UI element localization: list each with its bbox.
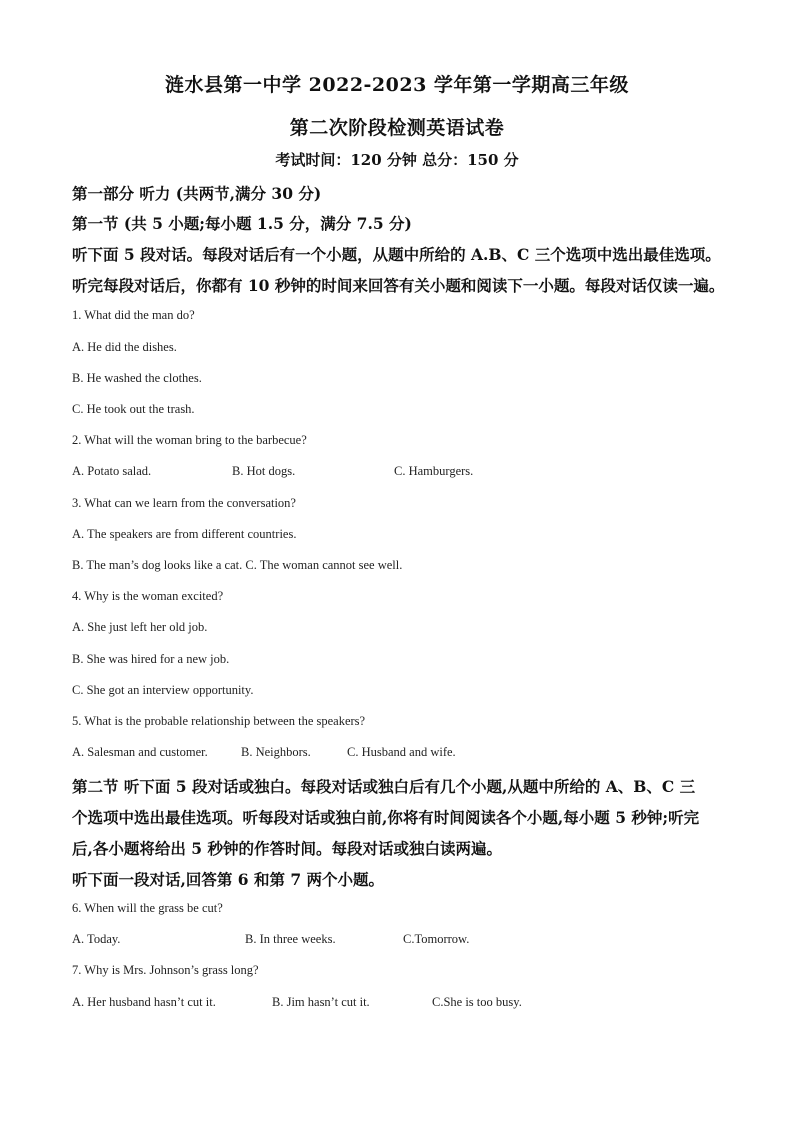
question-group-heading: 听下面一段对话,回答第 6 和第 7 两个小题。 bbox=[72, 870, 385, 889]
question-option: A. She just left her old job. bbox=[72, 620, 208, 634]
question-option: A. Her husband hasn’t cut it. bbox=[72, 995, 216, 1009]
question-option: A. Potato salad. bbox=[72, 464, 152, 478]
question-stem: 7. Why is Mrs. Johnson’s grass long? bbox=[72, 963, 259, 977]
question-option: A. Salesman and customer. bbox=[72, 745, 208, 759]
section1-instructions-line1: 听下面 5 段对话。每段对话后有一个小题，从题中所给的 A.B、C 三个选项中选出最佳选项。 bbox=[72, 245, 721, 264]
question-stem: 1. What did the man do? bbox=[72, 308, 195, 322]
section1-heading: 第一节 (共 5 小题;每小题 1.5 分，满分 7.5 分) bbox=[72, 214, 412, 233]
question-option: C. She got an interview opportunity. bbox=[72, 683, 254, 697]
question-option: A. The speakers are from different countries. bbox=[72, 527, 297, 541]
question-option: B. The man’s dog looks like a cat. C. The woman cannot see well. bbox=[72, 558, 403, 572]
question-stem: 5. What is the probable relationship between the speakers? bbox=[72, 714, 366, 728]
question-option: B. Hot dogs. bbox=[232, 464, 296, 478]
question-option: B. She was hired for a new job. bbox=[72, 652, 230, 666]
section2-instructions-line3: 后,各小题将给出 5 秒钟的作答时间。每段对话或独白读两遍。 bbox=[72, 839, 502, 858]
question-option: B. He washed the clothes. bbox=[72, 371, 202, 385]
question-option: B. Neighbors. bbox=[241, 745, 311, 759]
question-option: A. Today. bbox=[72, 932, 121, 946]
question-option: C. He took out the trash. bbox=[72, 402, 195, 416]
question-stem: 2. What will the woman bring to the barbecue? bbox=[72, 433, 307, 447]
section2-instructions-line2: 个选项中选出最佳选项。听每段对话或独白前,你将有时间阅读各个小题,每小题 5 秒钟;听完 bbox=[72, 808, 700, 827]
exam-title-line1: 涟水县第一中学 2022-2023 学年第一学期高三年级 bbox=[165, 74, 629, 96]
question-stem: 4. Why is the woman excited? bbox=[72, 589, 224, 603]
question-stem: 3. What can we learn from the conversation? bbox=[72, 496, 296, 510]
section2-instructions-line1: 第二节 听下面 5 段对话或独白。每段对话或独白后有几个小题,从题中所给的 A、B、C 三 bbox=[72, 777, 696, 796]
question-stem: 6. When will the grass be cut? bbox=[72, 901, 223, 915]
question-option: C.Tomorrow. bbox=[403, 932, 470, 946]
part1-heading: 第一部分 听力 (共两节,满分 30 分) bbox=[72, 184, 322, 203]
exam-info: 考试时间：120 分钟 总分：150 分 bbox=[275, 151, 519, 169]
question-option: B. In three weeks. bbox=[245, 932, 336, 946]
question-option: C. Husband and wife. bbox=[347, 745, 456, 759]
question-option: A. He did the dishes. bbox=[72, 340, 177, 354]
exam-title-line2: 第二次阶段检测英语试卷 bbox=[289, 117, 505, 139]
section1-instructions-line2: 听完每段对话后，你都有 10 秒钟的时间来回答有关小题和阅读下一小题。每段对话仅读一遍。 bbox=[72, 276, 725, 295]
question-option: B. Jim hasn’t cut it. bbox=[272, 995, 370, 1009]
question-option: C.She is too busy. bbox=[432, 995, 522, 1009]
question-option: C. Hamburgers. bbox=[394, 464, 474, 478]
